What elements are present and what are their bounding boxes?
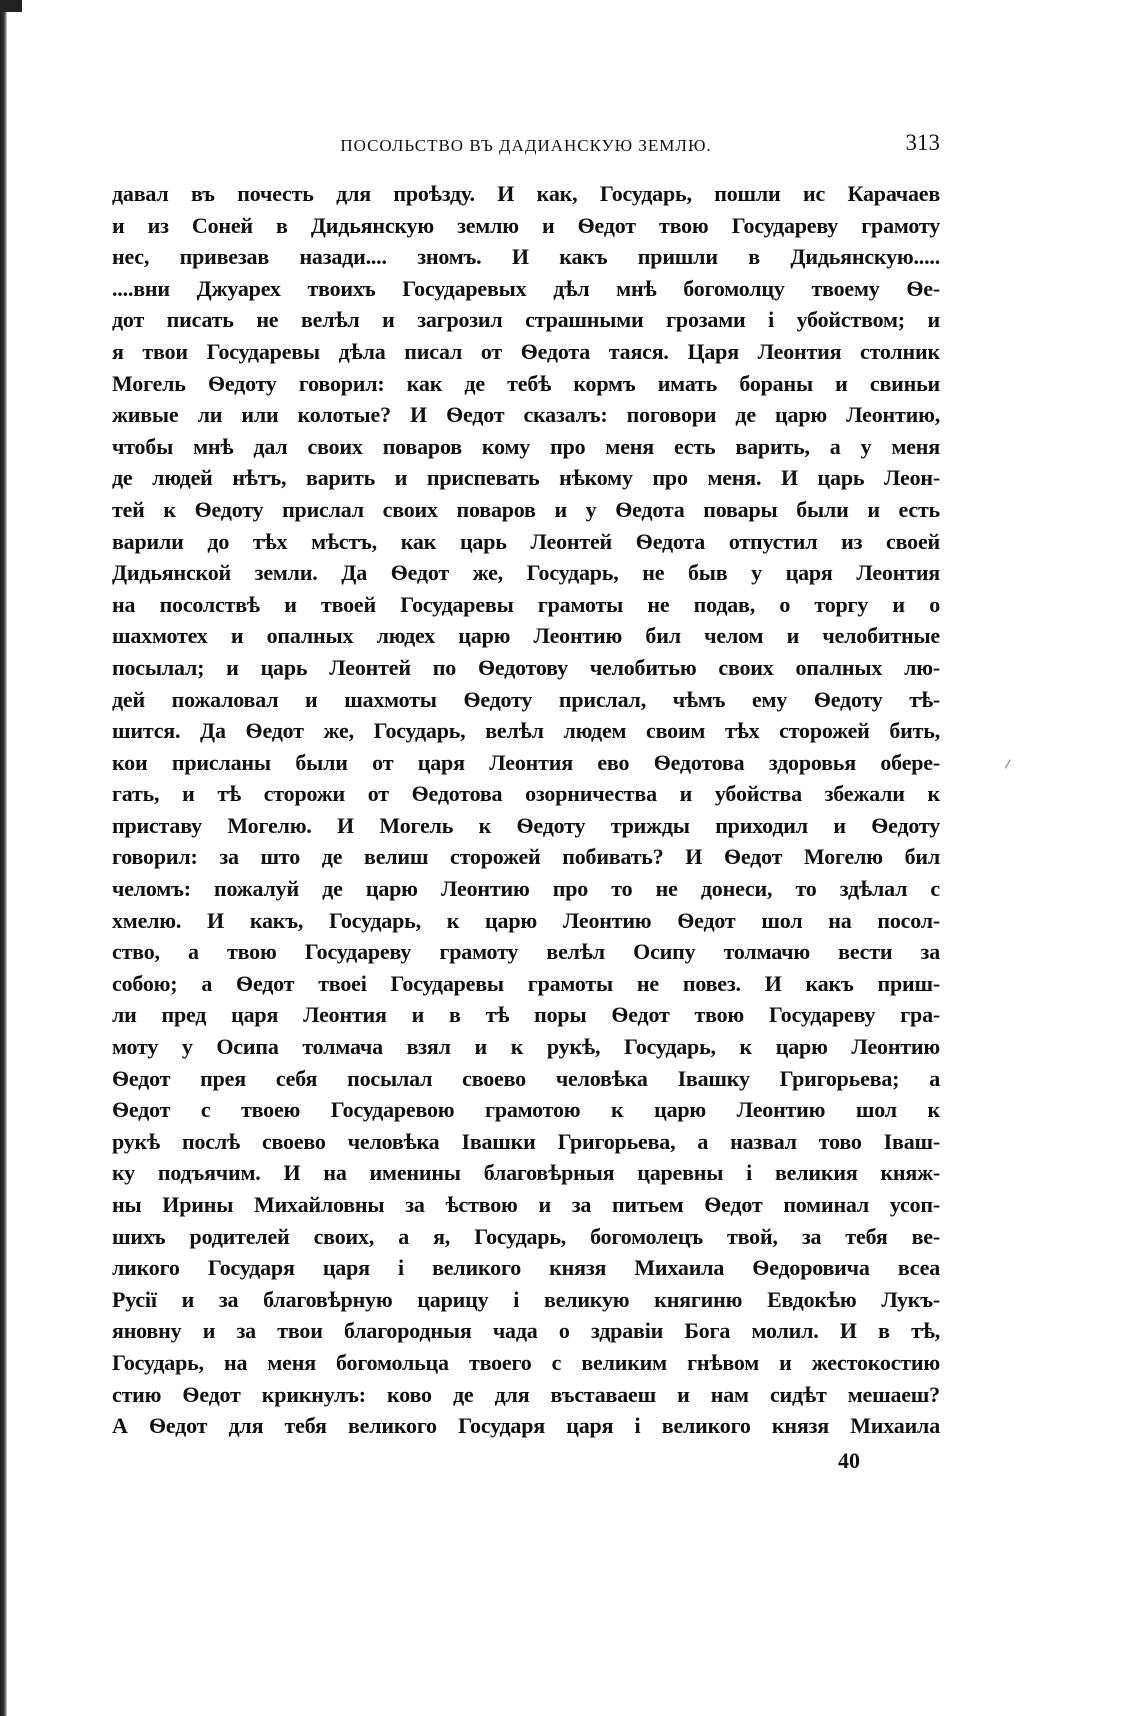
text-line: ны Ирины Михайловны за ѣствою и за питьем Ѳедот поминал усоп-	[112, 1192, 940, 1217]
text-line: ликого Государя царя і великого князя Михаила Ѳедоровича всеа	[112, 1255, 940, 1281]
text-line: и из Соней в Дидьянскую землю и Ѳедот твою Государеву грамоту	[112, 212, 940, 238]
text-line: гать, и тѣ сторожи от Ѳедотова озорничества и убойства збежали к	[112, 781, 940, 807]
text-line: чтобы мнѣ дал своих поваров кому про меня есть варить, а у меня	[112, 433, 940, 459]
running-title: ПОСОЛЬСТВО ВЪ ДАДИАНСКУЮ ЗЕМЛЮ.	[340, 136, 712, 155]
text-line: приставу Могелю. И Могель к Ѳедоту трижды приходил и Ѳедоту	[112, 812, 940, 838]
text-line: стию Ѳедот крикнулъ: ково де для въставаеш и нам сидѣт мешаеш?	[112, 1381, 940, 1407]
book-page	[112, 130, 940, 1476]
text-line: дот писать не велѣл и загрозил страшными грозами і убойством; и	[112, 307, 940, 333]
text-line: шахмотех и опалных людех царю Леонтию бил челом и челобитные	[112, 623, 940, 649]
text-line: шится. Да Ѳедот же, Государь, велѣл людем своим тѣх сторожей бить,	[112, 718, 940, 744]
text-line: Государь, на меня богомольца твоего с великим гнѣвом и жестокостию	[112, 1349, 940, 1375]
text-line: кои присланы были от царя Леонтия ево Ѳедотова здоровья обере-	[112, 749, 940, 775]
text-line: варили до тѣх мѣстъ, как царь Леонтей Ѳедота отпустил из своей	[112, 528, 940, 554]
scan-corner-mark	[0, 0, 22, 12]
text-line: челомъ: пожалуй де царю Леонтию про то не донеси, то здѣлал с	[112, 876, 940, 902]
text-line: нес, привезав назади.... зномъ. И какъ пришли в Дидьянскую.....	[112, 244, 940, 270]
text-line: собою; а Ѳедот твоеі Государевы грамоты не повез. И какъ приш-	[112, 970, 940, 996]
text-line: моту у Осипа толмача взял и к рукѣ, Государь, к царю Леонтию	[112, 1034, 940, 1060]
scan-edge-shadow	[0, 0, 7, 1716]
text-line: яновну и за твои благородныя чада о здравіи Бога молил. И в тѣ,	[112, 1318, 940, 1344]
text-line: А Ѳедот для тебя великого Государя царя і великого князя Михаила	[112, 1413, 940, 1439]
text-line: тей к Ѳедоту прислал своих поваров и у Ѳедота повары были и есть	[112, 496, 940, 522]
text-line: на посолствѣ и твоей Государевы грамоты не подав, о торгу и о	[112, 591, 940, 617]
text-line: рукѣ послѣ своево человѣка Івашки Григорьева, а назвал тово Іваш-	[112, 1128, 940, 1154]
text-line: ли пред царя Леонтия и в тѣ поры Ѳедот твою Государеву гра-	[112, 1002, 940, 1028]
text-line: шихъ родителей своих, а я, Государь, богомолецъ твой, за тебя ве-	[112, 1223, 940, 1249]
text-line: ку подъячим. И на именины благовѣрныя царевны і великия княж-	[112, 1160, 940, 1186]
text-body	[112, 178, 940, 1442]
text-line: Русії и за благовѣрную царицу і великую княгиню Евдокѣю Лукъ-	[112, 1286, 940, 1312]
text-line: де людей нѣтъ, варить и приспевать нѣкому про меня. И царь Леон-	[112, 465, 940, 491]
page-number: 313	[905, 130, 940, 155]
stray-mark	[1005, 759, 1014, 770]
text-line: давал въ почесть для проѣзду. И как, Государь, пошли ис Карачаев	[112, 181, 940, 206]
text-line: Могель Ѳедоту говорил: как де тебѣ кормъ имать бораны и свиньи	[112, 370, 940, 396]
text-line: Ѳедот с твоею Государевою грамотою к царю Леонтию шол к	[112, 1097, 940, 1123]
text-line: я твои Государевы дѣла писал от Ѳедота таяся. Царя Леонтия столник	[112, 338, 940, 364]
text-line: дей пожаловал и шахмоты Ѳедоту прислал, чѣмъ ему Ѳедоту тѣ-	[112, 686, 940, 712]
text-line: Ѳедот прея себя посылал своево человѣка Івашку Григорьева; а	[112, 1065, 940, 1091]
printer-signature: 40	[838, 1447, 860, 1473]
running-head	[112, 130, 940, 170]
text-line: живые ли или колотые? И Ѳедот сказалъ: поговори де царю Леонтию,	[112, 402, 940, 428]
text-line: ство, а твою Государеву грамоту велѣл Осипу толмачю вести за	[112, 939, 940, 965]
text-line: хмелю. И какъ, Государь, к царю Леонтию Ѳедот шол на посол-	[112, 907, 940, 933]
text-line: посылал; и царь Леонтей по Ѳедотову челобитью своих опалных лю-	[112, 654, 940, 680]
text-line: Дидьянской земли. Да Ѳедот же, Государь, не быв у царя Леонтия	[112, 560, 940, 586]
text-line: ....вни Джуарех твоихъ Государевых дѣл мнѣ богомолцу твоему Ѳе-	[112, 275, 940, 301]
text-line: говорил: за што де велиш сторожей побивать? И Ѳедот Могелю бил	[112, 844, 940, 870]
